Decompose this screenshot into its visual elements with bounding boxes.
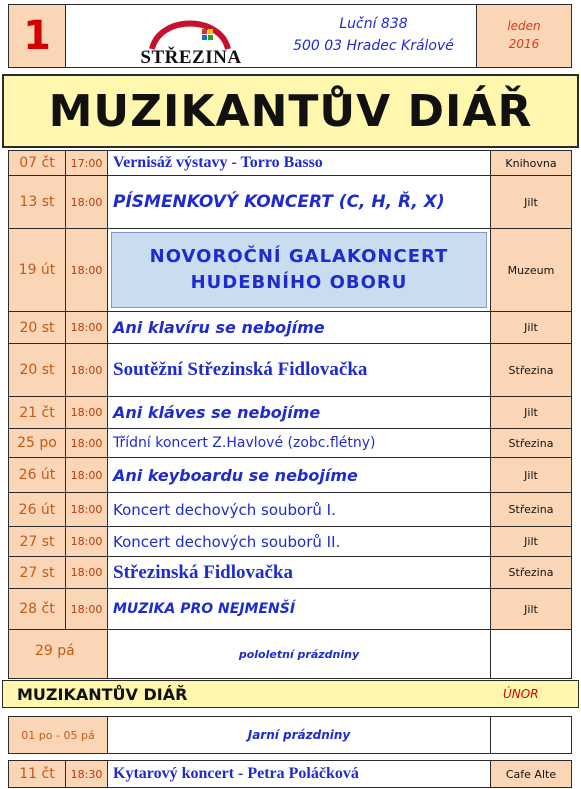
row-event: Ani kláves se nebojíme [107,396,491,429]
row-place: Jilt [490,311,572,344]
row-place: Jilt [490,526,572,557]
row-day: 19 út [8,228,66,312]
row-time: 18:00 [65,492,108,527]
row-event: Třídní koncert Z.Havlové (zobc.flétny) [107,428,491,458]
month-name: leden [507,19,541,33]
row-day: 13 st [8,175,66,229]
row-place: Knihovna [490,150,572,176]
row-event: Vernisáž výstavy - Torro Basso [107,150,491,176]
row-place: Střezina [490,428,572,458]
row-time: 18:00 [65,343,108,397]
row-time: 18:00 [65,396,108,429]
title-banner [2,74,579,148]
logo-text: STŘEZINA [140,47,242,68]
row-place: Jilt [490,175,572,229]
row-event: PÍSMENKOVÝ KONCERT (C, H, Ř, X) [107,175,491,229]
row-place: Střezina [490,343,572,397]
section-month: ÚNOR [503,687,539,701]
row-event: Střezinská Fidlovačka [107,556,491,589]
row-time: 18:00 [65,526,108,557]
row-event: Ani keyboardu se nebojíme [107,457,491,493]
row-time: 18:00 [65,556,108,589]
strezina-logo [130,7,250,67]
row-event: Koncert dechových souborů I. [107,492,491,527]
row-place: Cafe Alte [490,760,572,788]
address-block [271,13,476,57]
row-day: 26 út [8,457,66,493]
row-place: Jilt [490,396,572,429]
row-event [107,228,491,312]
row-event: Soutěžní Střezinská Fidlovačka [107,343,491,397]
row-day: 26 út [8,492,66,527]
logo-arch-icon [130,7,250,51]
row-place: Střezina [490,556,572,589]
row-place: Jilt [490,588,572,630]
row-time: 18:00 [65,311,108,344]
row-day: 28 čt [8,588,66,630]
row-place: Střezina [490,492,572,527]
row-place: Jilt [490,457,572,493]
page-number-cell [8,4,66,68]
row-time: 18:00 [65,588,108,630]
row-time: 18:30 [65,760,108,788]
row-event: Koncert dechových souborů II. [107,526,491,557]
row-day: 20 st [8,311,66,344]
section-title: MUZIKANTŮV DIÁŘ [17,685,188,704]
row-event: MUZIKA PRO NEJMENŠÍ [107,588,491,630]
row-place: Muzeum [490,228,572,312]
row-event: Kytarový koncert - Petra Poláčková [107,760,491,788]
address-line-2: 500 03 Hradec Králové [293,38,454,54]
gala-highlight: NOVOROČNÍ GALAKONCERT HUDEBNÍHO OBORU [111,232,487,308]
holiday-day: 01 po - 05 pá [8,716,108,754]
row-time: 18:00 [65,428,108,458]
row-day: 27 st [8,526,66,557]
row-time: 18:00 [65,457,108,493]
row-day: 25 po [8,428,66,458]
holiday-place [490,629,572,679]
row-event: Ani klavíru se nebojíme [107,311,491,344]
year: 2016 [508,37,540,51]
month-cell [476,4,572,68]
row-day: 11 čt [8,760,66,788]
row-time: 17:00 [65,150,108,176]
address-line-1: Luční 838 [339,16,408,32]
holiday-event: pololetní prázdniny [107,629,491,679]
holiday-place [490,716,572,754]
header-info-cell [65,4,477,68]
row-day: 27 st [8,556,66,589]
page-number: 1 [23,13,51,59]
holiday-event: Jarní prázdniny [107,716,491,754]
row-time: 18:00 [65,175,108,229]
row-day: 21 čt [8,396,66,429]
row-day: 20 st [8,343,66,397]
row-time: 18:00 [65,228,108,312]
banner-title: MUZIKANTŮV DIÁŘ [48,85,533,137]
section-banner [2,680,579,708]
holiday-day: 29 pá [8,629,108,679]
row-day: 07 čt [8,150,66,176]
